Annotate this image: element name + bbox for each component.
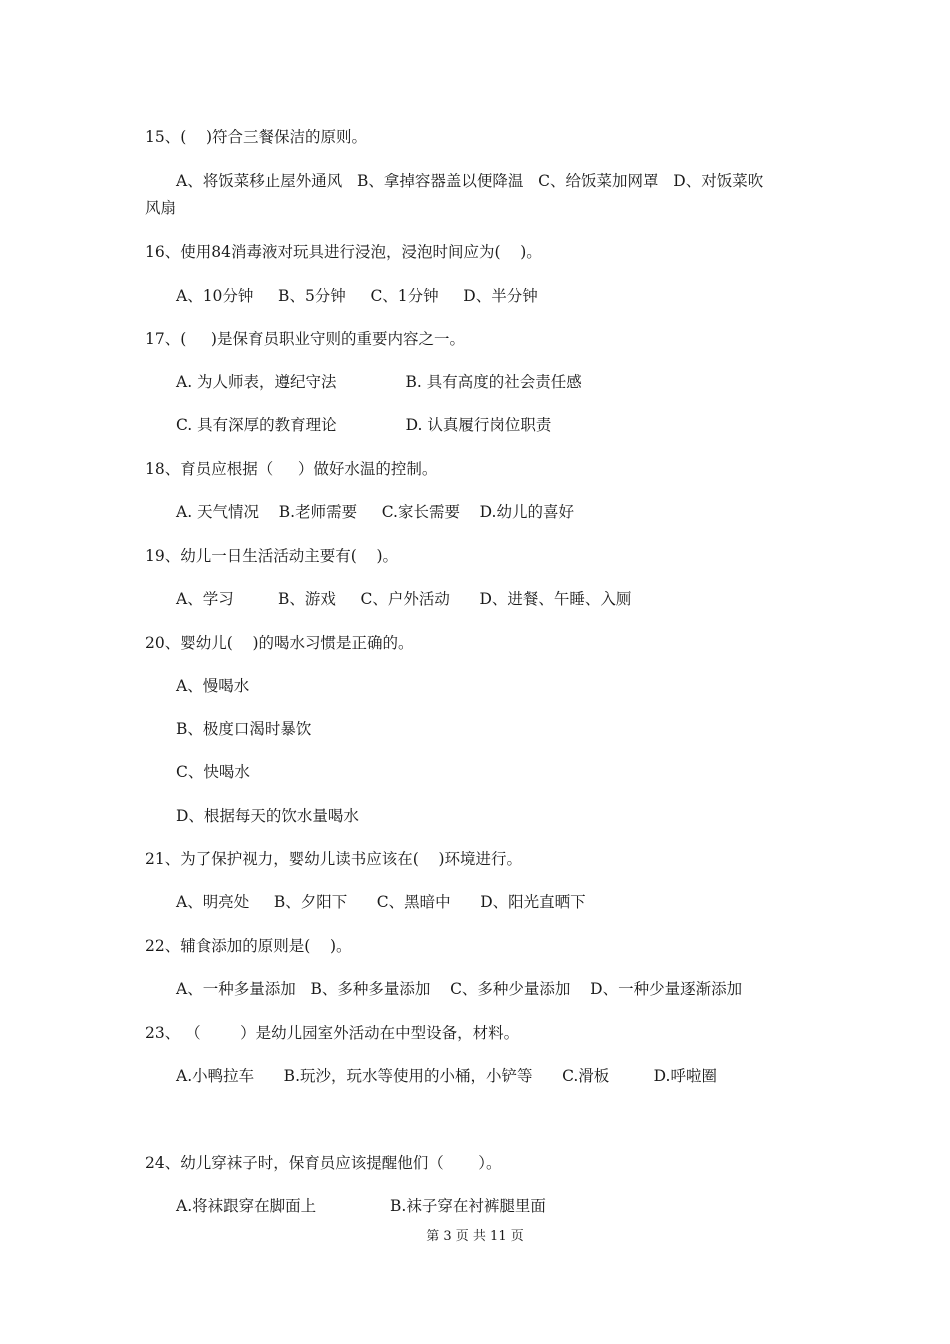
question-17: 17、( )是保育员职业守则的重要内容之一。 — [145, 330, 465, 348]
question-18-options: A. 天气情况 B.老师需要 C.家长需要 D.幼儿的喜好 — [176, 503, 574, 521]
question-20: 20、婴幼儿( )的喝水习惯是正确的。 — [145, 634, 414, 652]
question-19: 19、幼儿一日生活活动主要有( )。 — [145, 547, 399, 565]
question-21-options: A、明亮处 B、夕阳下 C、黑暗中 D、阳光直晒下 — [176, 893, 586, 911]
question-22: 22、辅食添加的原则是( )。 — [145, 937, 352, 955]
question-15-options-wrap: 风扇 — [145, 199, 177, 217]
question-16: 16、使用84消毒液对玩具进行浸泡，浸泡时间应为( )。 — [145, 243, 542, 261]
question-24-options: A.将袜跟穿在脚面上 B.袜子穿在衬裤腿里面 — [176, 1197, 546, 1215]
question-16-options: A、10分钟 B、5分钟 C、1分钟 D、半分钟 — [176, 287, 538, 305]
question-20-option-c: C、快喝水 — [176, 763, 250, 781]
question-19-options: A、学习 B、游戏 C、户外活动 D、进餐、午睡、入厕 — [176, 590, 632, 608]
question-15: 15、( )符合三餐保洁的原则。 — [145, 128, 368, 146]
question-21: 21、为了保护视力，婴幼儿读书应该在( )环境进行。 — [145, 850, 523, 868]
question-17-options-ab: A. 为人师表，遵纪守法 B. 具有高度的社会责任感 — [176, 373, 582, 391]
question-23: 23、 （ ）是幼儿园室外活动在中型设备，材料。 — [145, 1024, 520, 1042]
question-18: 18、育员应根据（ ）做好水温的控制。 — [145, 460, 438, 478]
question-15-options: A、将饭菜移止屋外通风 B、拿掉容器盖以便降温 C、给饭菜加网罩 D、对饭菜吹 — [176, 172, 764, 190]
question-20-option-d: D、根据每天的饮水量喝水 — [176, 807, 359, 825]
question-24: 24、幼儿穿袜子时，保育员应该提醒他们（ ）。 — [145, 1154, 502, 1172]
question-17-options-cd: C. 具有深厚的教育理论 D. 认真履行岗位职责 — [176, 416, 552, 434]
question-20-option-a: A、慢喝水 — [176, 677, 250, 695]
question-22-options: A、一种多量添加 B、多种多量添加 C、多种少量添加 D、一种少量逐渐添加 — [176, 980, 743, 998]
question-23-options: A.小鸭拉车 B.玩沙，玩水等使用的小桶，小铲等 C.滑板 D.呼啦圈 — [176, 1067, 717, 1085]
question-20-option-b: B、极度口渴时暴饮 — [176, 720, 312, 738]
page-footer: 第 3 页 共 11 页 — [426, 1229, 524, 1244]
